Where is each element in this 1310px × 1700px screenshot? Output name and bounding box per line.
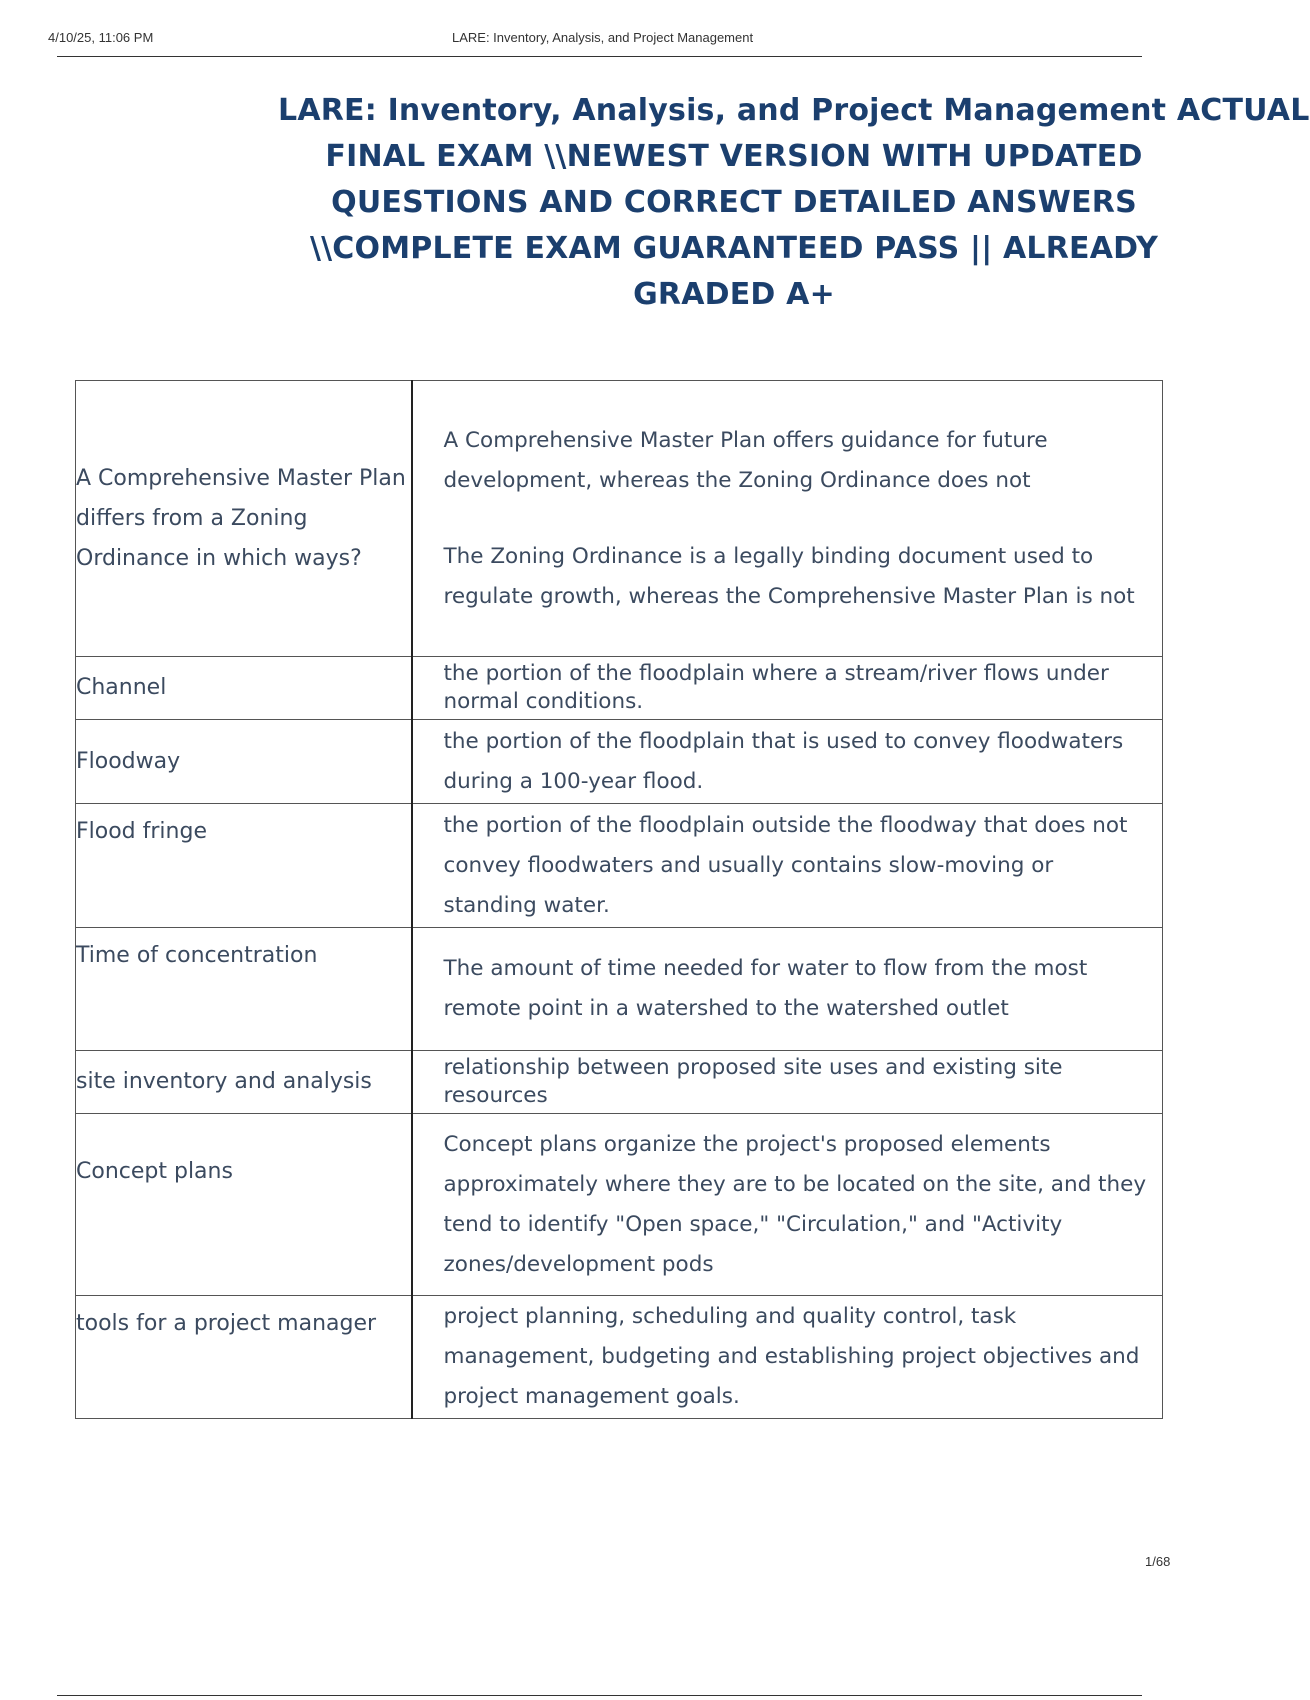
document-title xyxy=(278,88,1310,318)
print-header-title: LARE: Inventory, Analysis, and Project Management xyxy=(452,30,754,45)
term-cell: Floodway xyxy=(76,720,412,804)
table-row xyxy=(76,804,1163,928)
title-line: \\COMPLETE EXAM GUARANTEED PASS || ALREADY xyxy=(309,231,1159,266)
page-number: 1/68 xyxy=(1145,1554,1171,1569)
definition-paragraph: The Zoning Ordinance is a legally binding document used to regulate growth, whereas the Comprehensive Master Plan is not xyxy=(443,543,1135,609)
definition-cell: relationship between proposed site uses and existing site resources xyxy=(412,1051,1163,1114)
term-cell: A Comprehensive Master Plan differs from a Zoning Ordinance in which ways? xyxy=(76,381,412,657)
title-line: GRADED A+ xyxy=(633,277,835,312)
definition-cell: the portion of the floodplain where a stream/river flows under normal conditions. xyxy=(412,657,1163,720)
table-row xyxy=(76,1114,1163,1296)
table-row xyxy=(76,1296,1163,1419)
term-cell: site inventory and analysis xyxy=(76,1051,412,1114)
qa-table xyxy=(75,380,1163,1419)
title-line: QUESTIONS AND CORRECT DETAILED ANSWERS xyxy=(331,185,1137,220)
definition-cell: the portion of the floodplain that is used to convey floodwaters during a 100-year flood. xyxy=(412,720,1163,804)
header-divider xyxy=(57,56,1142,57)
definition-cell xyxy=(412,381,1163,657)
term-cell: tools for a project manager xyxy=(76,1296,412,1419)
table-row xyxy=(76,657,1163,720)
paragraph-gap xyxy=(444,501,1149,537)
footer-divider xyxy=(57,1695,1142,1696)
definition-cell: Concept plans organize the project's proposed elements approximately where they are to be located on the site, and they tend to identify "Open space," "Circulation," and "Activity zones/development pods xyxy=(412,1114,1163,1296)
term-cell: Time of concentration xyxy=(76,928,412,1051)
table-row xyxy=(76,381,1163,657)
print-datetime: 4/10/25, 11:06 PM xyxy=(48,30,154,45)
title-line: LARE: Inventory, Analysis, and Project Management ACTUAL xyxy=(278,93,1310,128)
definition-cell: The amount of time needed for water to flow from the most remote point in a watershed to the watershed outlet xyxy=(412,928,1163,1051)
definition-cell: project planning, scheduling and quality control, task management, budgeting and establishing project objectives and project management goals. xyxy=(412,1296,1163,1419)
definition-paragraph: A Comprehensive Master Plan offers guidance for future development, whereas the Zoning Ordinance does not xyxy=(443,427,1048,493)
term-cell: Channel xyxy=(76,657,412,720)
definition-cell: the portion of the floodplain outside the floodway that does not convey floodwaters and usually contains slow-moving or standing water. xyxy=(412,804,1163,928)
table-row xyxy=(76,1051,1163,1114)
term-cell: Concept plans xyxy=(76,1114,412,1296)
title-line: FINAL EXAM \\NEWEST VERSION WITH UPDATED xyxy=(325,139,1143,174)
table-row xyxy=(76,928,1163,1051)
table-row xyxy=(76,720,1163,804)
term-cell: Flood fringe xyxy=(76,804,412,928)
